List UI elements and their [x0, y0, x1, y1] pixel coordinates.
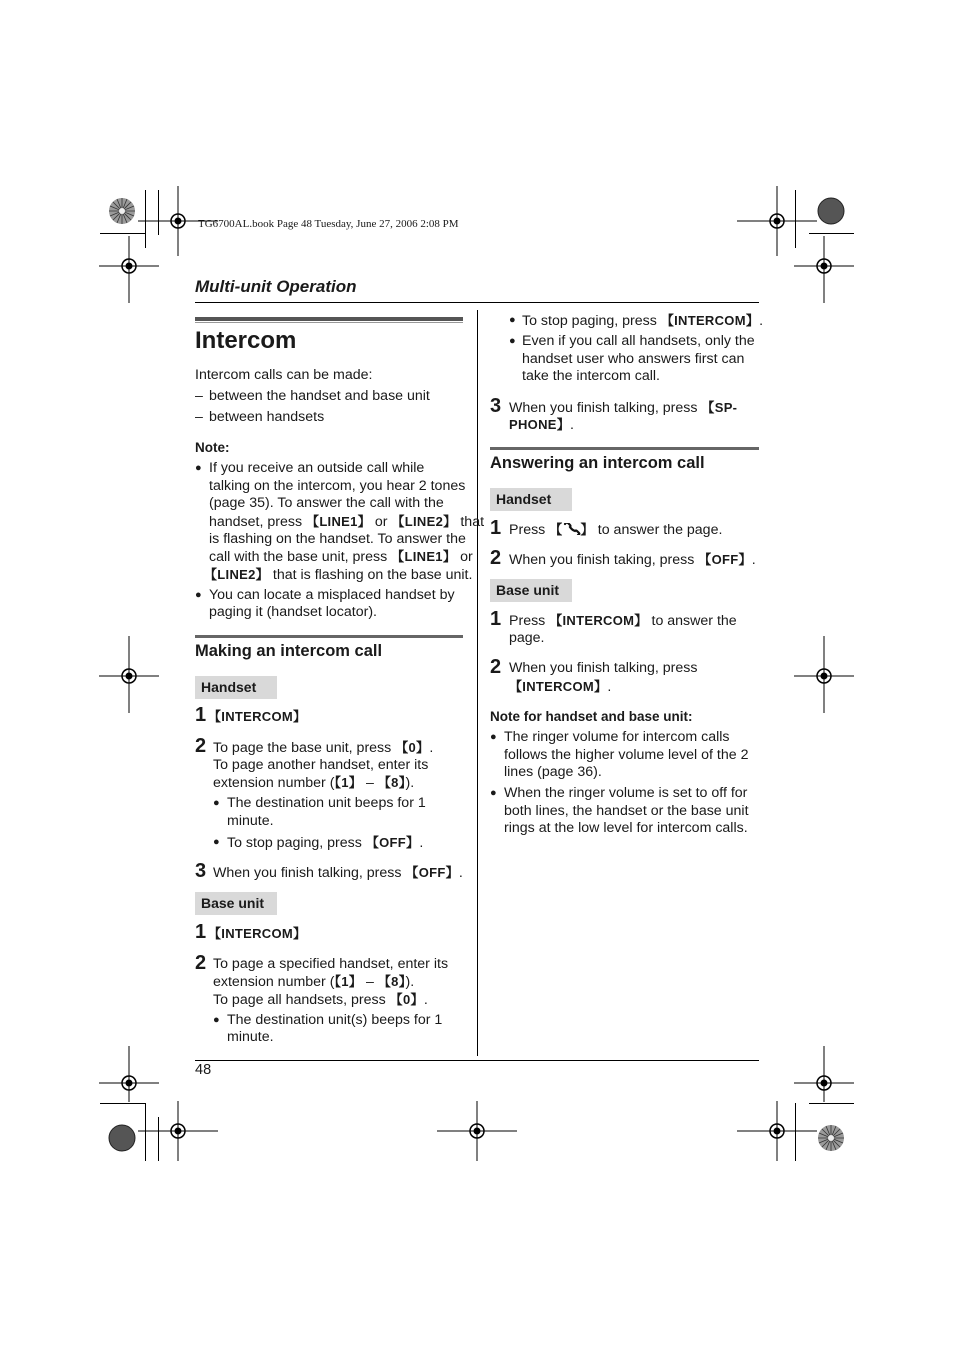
note-line: call with the base unit, press 【LINE1】 or — [209, 549, 473, 565]
registration-mark-icon — [809, 1068, 839, 1098]
registration-mark-icon — [114, 1068, 144, 1098]
note-line: talking on the intercom, you hear 2 tones — [209, 478, 466, 494]
column-divider — [477, 310, 478, 1056]
bullet-icon: ● — [195, 462, 202, 474]
crop-line — [158, 190, 159, 235]
step-text: When you finish talking, press — [509, 660, 698, 676]
note2-line: rings at the low level for intercom calls. — [504, 820, 748, 836]
step-text: extension number (【1】 – 【8】). — [213, 974, 415, 990]
step-text: page. — [509, 630, 545, 646]
note2-heading: Note for handset and base unit: — [490, 709, 693, 724]
color-target-icon — [108, 1124, 136, 1152]
registration-mark-icon — [163, 1116, 193, 1146]
step-text: To stop paging, press 【OFF】. — [227, 835, 424, 851]
step-text: When you finish talking, press 【OFF】. — [213, 865, 463, 881]
step-number: 3 — [490, 395, 502, 417]
step-text: Press 【 】 to answer the page. — [509, 522, 723, 538]
note-line: 【LINE2】 that is flashing on the base unit. — [204, 567, 473, 583]
crop-line — [795, 190, 796, 235]
print-header: TG6700AL.book Page 48 Tuesday, June 27, 2006 2:08 PM — [198, 218, 459, 230]
step-text: To page the base unit, press 【0】. — [213, 740, 434, 756]
base-unit-label: Base unit — [490, 579, 572, 602]
registration-mark-icon — [809, 661, 839, 691]
bullet-icon: ● — [490, 787, 497, 799]
intro-dash: – — [195, 388, 203, 404]
step-text: 【INTERCOM】 — [208, 926, 307, 941]
step-text: When you finish taking, press 【OFF】. — [509, 552, 756, 568]
note-heading: Note: — [195, 440, 230, 455]
intro-dash: – — [195, 409, 203, 425]
bullet-icon: ● — [213, 797, 220, 809]
page-title: Intercom — [195, 327, 297, 354]
note-line: paging it (handset locator). — [209, 604, 377, 620]
note-line: is flashing on the handset. To answer the — [209, 531, 466, 547]
crop-line — [158, 1117, 159, 1161]
step-text: To page a specified handset, enter its — [213, 956, 449, 972]
note2-line: both lines, the handset or the base unit — [504, 803, 749, 819]
step-number: 2 — [195, 952, 207, 974]
note2-line: lines (page 36). — [504, 764, 602, 780]
bullet-icon: ● — [509, 314, 516, 326]
crop-line — [795, 1103, 796, 1161]
page-number: 48 — [195, 1062, 212, 1078]
step-text: To stop paging, press 【INTERCOM】. — [522, 313, 764, 329]
step-text: minute. — [227, 813, 274, 829]
note2-line: The ringer volume for intercom calls — [504, 729, 730, 745]
registration-mark-icon — [462, 1116, 492, 1146]
bullet-icon: ● — [213, 1014, 220, 1026]
note2-line: When the ringer volume is set to off for — [504, 785, 748, 801]
crop-line — [809, 233, 854, 234]
step-number: 3 — [195, 860, 207, 882]
subsection-rule — [490, 447, 759, 450]
step-text: The destination unit(s) beeps for 1 — [227, 1012, 443, 1028]
step-text: To page all handsets, press 【0】. — [213, 992, 428, 1008]
title-rule-thin — [195, 322, 463, 323]
talk-key: 【 】 — [549, 522, 594, 537]
bullet-icon: ● — [195, 589, 202, 601]
registration-mark-icon — [809, 251, 839, 281]
step-text: PHONE】. — [509, 417, 574, 433]
step-number: 1 — [195, 921, 207, 943]
answering-heading: Answering an intercom call — [490, 454, 705, 472]
step-text: take the intercom call. — [522, 368, 660, 384]
crop-line — [100, 233, 145, 234]
intro-item: between handsets — [209, 409, 325, 425]
starburst-target-icon — [108, 197, 136, 225]
bullet-icon: ● — [490, 731, 497, 743]
note2-line: follows the higher volume level of the 2 — [504, 747, 749, 763]
making-heading: Making an intercom call — [195, 642, 383, 660]
handset-label: Handset — [195, 676, 277, 699]
step-text: To page another handset, enter its — [213, 757, 429, 773]
step-text: 【INTERCOM】 — [208, 709, 307, 724]
step-number: 1 — [195, 704, 207, 726]
step-text: When you finish talking, press 【SP- — [509, 400, 738, 416]
intro-item: between the handset and base unit — [209, 388, 430, 404]
step-number: 1 — [490, 608, 502, 630]
intro-text: Intercom calls can be made: — [195, 367, 373, 383]
note-line: If you receive an outside call while — [209, 460, 425, 476]
step-number: 2 — [490, 656, 502, 678]
registration-mark-icon — [114, 251, 144, 281]
base-unit-label: Base unit — [195, 892, 277, 915]
step-text: Press 【INTERCOM】 to answer the — [509, 613, 737, 629]
note-line: (page 35). To answer the call with the — [209, 495, 444, 511]
note-line: handset, press 【LINE1】 or 【LINE2】 that — [209, 514, 485, 530]
phone-talk-icon — [563, 523, 581, 535]
step-text: Even if you call all handsets, only the — [522, 333, 755, 349]
crop-line — [145, 190, 146, 248]
crop-line — [145, 1103, 146, 1161]
registration-mark-icon — [762, 206, 792, 236]
step-number: 2 — [490, 547, 502, 569]
subsection-rule — [195, 635, 463, 638]
section-title: Multi-unit Operation — [195, 277, 357, 296]
handset-label: Handset — [490, 488, 572, 511]
step-text: handset user who answers first can — [522, 351, 745, 367]
step-text: extension number (【1】 – 【8】). — [213, 775, 415, 791]
color-target-icon — [817, 197, 845, 225]
step-text: minute. — [227, 1029, 274, 1045]
step-text: 【INTERCOM】. — [509, 679, 612, 695]
starburst-target-icon — [817, 1124, 845, 1152]
header-rule — [195, 302, 759, 303]
registration-mark-icon — [163, 206, 193, 236]
title-rule — [195, 317, 463, 321]
step-number: 1 — [490, 517, 502, 539]
crop-line — [100, 1103, 145, 1104]
footer-rule — [195, 1060, 759, 1061]
crop-line — [809, 1103, 854, 1104]
step-text: The destination unit beeps for 1 — [227, 795, 426, 811]
bullet-icon: ● — [509, 335, 516, 347]
note-line: You can locate a misplaced handset by — [209, 587, 455, 603]
step-number: 2 — [195, 735, 207, 757]
registration-mark-icon — [762, 1116, 792, 1146]
bullet-icon: ● — [213, 836, 220, 848]
registration-mark-icon — [114, 661, 144, 691]
